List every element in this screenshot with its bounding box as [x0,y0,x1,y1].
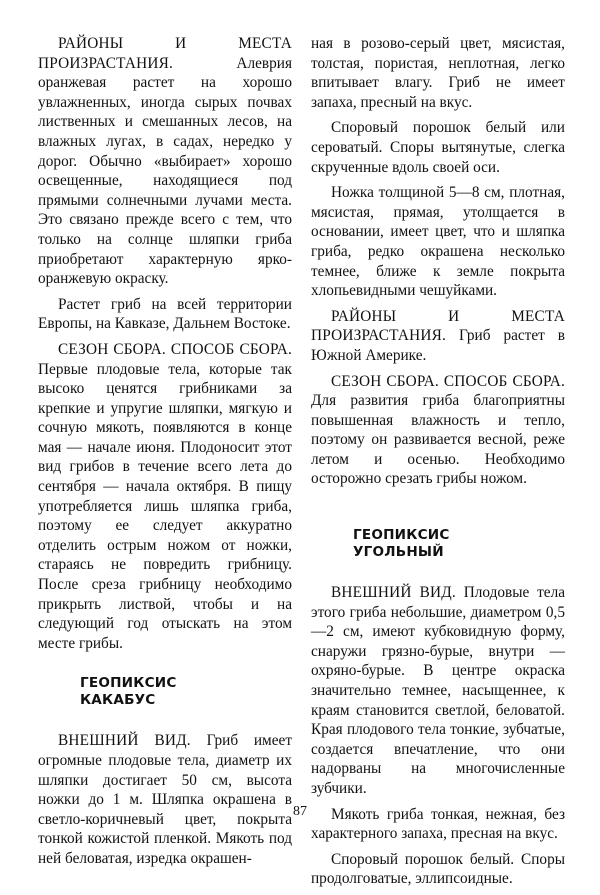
paragraph-flesh: Мякоть гриба тонкая, нежная, без характерного запаха, пресная на вкус. [311,805,565,843]
paragraph-text: Первые плодовые тела, которые так высоко ценятся грибниками за крепкие и упругие шляпки, мягкую и сочную мякоть, появляются в конце мая — начале июня. Плодоносит этот вид грибов в течение всего лета до сентября — начала октября. В пищу употребляется лишь шляпка гриба, поэтому ее следует аккуратно отделить острым ножом от ножки, стараясь не повредить грибницу. После среза грибницу необходимо прикрыть листвой, чтобы и на следующий год отыскать на этом месте грибы. [38,360,292,652]
paragraph-continued: ная в розово-серый цвет, мясистая, толстая, пористая, неплотная, легко впитывает влагу. Гриб не имеет запаха, пресный на вкус. [311,35,565,111]
paragraph-appearance [311,583,565,799]
paragraph-appearance [38,731,292,868]
paragraph-text: Алеврия оранжевая растет на хорошо увлажненных, иногда сырых почвах лиственных и смешанных лесов, на влажных лугах, в садах, нередко у дорог. Обычно «выбирает» хорошо освещенные, находящиеся под прямыми солнечными лучами места. Это связано прежде всего с тем, что только на солнце шляпки гриба приобретают характерную ярко-оранжевую окраску. [38,54,292,288]
species-heading-line2: КАКАБУС [80,692,156,709]
paragraph-stem: Ножка толщиной 5—8 см, плотная, мясистая, прямая, утолщается в основании, имеет цвет, что и шляпка гриба, редко окрашена несколько темнее, ближе к земле покрыта хлопьевидными чешуйками. [311,184,565,300]
species-heading [311,527,565,561]
paragraph-range: Растет гриб на всей территории Европы, на Кавказе, Дальнем Востоке. [38,295,292,333]
species-heading-line1: ГЕОПИКСИС [353,527,450,544]
paragraph-text: Гриб имеет огромные плодовые тела, диаметр их шляпки достигает 50 см, высота ножки до 1 м. Шляпка окрашена в светло-коричневый цвет, покрыта тонкой кожистой пленкой. Мякоть под ней беловатая, изредка окрашен- [38,732,292,867]
right-column [311,34,565,895]
page-number: 87 [293,804,307,819]
section-lead: СЕЗОН СБОРА. СПОСОБ СБОРА. [58,340,292,358]
section-lead: ВНЕШНИЙ ВИД. [331,584,456,602]
species-heading-line2: УГОЛЬНЫЙ [353,544,444,561]
paragraph-text: Для развития гриба благоприятны повышенная влажность и тепло, поэтому он развивается весной, реже летом и осенью. Необходимо осторожно срезать грибы ножом. [311,392,565,488]
species-heading-line1: ГЕОПИКСИС [80,675,177,692]
section-lead: РАЙОНЫ И МЕСТА ПРОИЗРАСТАНИЯ. [311,307,565,345]
paragraph-spore-powder: Споровый порошок белый. Споры продолговатые, эллипсоидные. [311,850,565,888]
paragraph-habitat [38,34,292,289]
species-heading [38,675,292,709]
paragraph-habitat [311,307,565,366]
paragraph-season [311,372,565,490]
paragraph-spores: Споровый порошок белый или сероватый. Споры вытянутые, слегка скрученные вдоль своей оси. [311,119,565,176]
paragraph-text: Плодовые тела этого гриба небольшие, диаметром 0,5—2 см, имеют кубковидную форму, снаружи грязно-бурые, внутри — охряно-бурые. В центре окраска значительно темнее, насыщеннее, к краям становится светлой, беловатой. Края плодового тела тонкие, зубчатые, создается впечатление, что они надорваны на многочисленные зубчики. [311,584,565,797]
section-lead: ВНЕШНИЙ ВИД. [58,732,191,750]
left-column [38,34,292,875]
paragraph-text: Гриб растет в Южной Америке. [311,327,565,364]
paragraph-season [38,340,292,654]
section-lead: РАЙОНЫ И МЕСТА ПРОИЗРАСТАНИЯ. [38,35,292,72]
section-lead: СЕЗОН СБОРА. СПОСОБ СБОРА. [331,372,565,390]
